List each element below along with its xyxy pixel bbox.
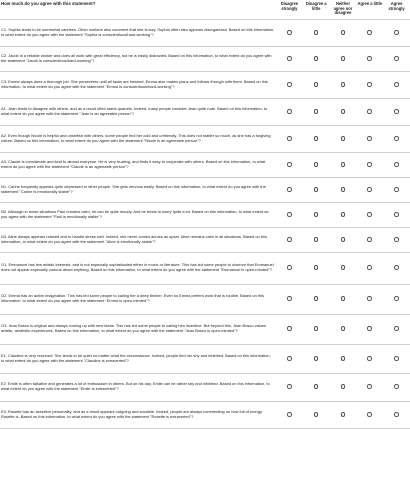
table-row (0, 344, 410, 373)
option-cell-disagree-a-little (303, 177, 330, 202)
option-cell-agree-strongly (383, 284, 410, 314)
radio-agree-a-little[interactable] (367, 356, 372, 361)
option-cell-disagree-strongly (276, 284, 303, 314)
option-cell-agree-a-little (356, 19, 383, 46)
radio-disagree-strongly[interactable] (287, 136, 292, 141)
option-cell-agree-a-little (356, 202, 383, 227)
radio-agree-strongly[interactable] (394, 187, 399, 192)
radio-agree-a-little[interactable] (367, 82, 372, 87)
option-cell-disagree-a-little (303, 252, 330, 284)
option-cell-disagree-a-little (303, 401, 330, 428)
option-cell-neither (330, 227, 357, 252)
radio-agree-strongly[interactable] (394, 56, 399, 61)
statement-text: E3. Rosette has an assertive personality, and as a result appears outgoing and sociable. Indeed, people are always commenting on how full of energy Rosette is. Based on this information, to what extent do you agree with the statement "Rosette is extraverted"? (1, 408, 263, 419)
radio-agree-strongly[interactable] (394, 412, 399, 417)
radio-disagree-a-little[interactable] (314, 356, 319, 361)
statement-text: O1. Emmanuel has few artistic interests, and is not especially sophisticated either in music or literature. This has led some people to observe that Emmanuel does not appear especially curious about anything. Based on this information, to what extent do you agree with the statement "Emmanuel is open-minded"? (1, 262, 274, 272)
table-row (0, 71, 410, 98)
option-cell-disagree-strongly (276, 227, 303, 252)
radio-disagree-a-little[interactable] (314, 82, 319, 87)
option-cell-neither (330, 202, 357, 227)
table-row (0, 227, 410, 252)
table-row (0, 284, 410, 314)
radio-disagree-a-little[interactable] (314, 212, 319, 217)
radio-agree-a-little[interactable] (367, 412, 372, 417)
option-cell-disagree-strongly (276, 344, 303, 373)
option-cell-disagree-a-little (303, 46, 330, 71)
col-header-disagree-strongly: Disagree strongly (280, 1, 299, 11)
table-row (0, 252, 410, 284)
table-row (0, 19, 410, 46)
radio-agree-a-little[interactable] (367, 109, 372, 114)
statement-text: N3. Aline always appears relaxed and to handle stress well. Indeed, she never comes across as upset. Aline remains calm in all situations. Based on this information, to what extent do you agree with the statement "Aline is emotionally stable"? (1, 233, 267, 244)
option-cell-disagree-strongly (276, 71, 303, 98)
radio-neither[interactable] (341, 265, 346, 270)
option-cell-agree-a-little (356, 46, 383, 71)
header-row (0, 0, 410, 19)
option-cell-disagree-strongly (276, 152, 303, 177)
col-header-disagree-a-little: Disagree a little (305, 1, 327, 11)
radio-disagree-strongly[interactable] (287, 296, 292, 301)
radio-agree-a-little[interactable] (367, 384, 372, 389)
option-cell-agree-a-little (356, 373, 383, 401)
radio-disagree-a-little[interactable] (314, 384, 319, 389)
radio-agree-a-little[interactable] (367, 187, 372, 192)
option-cell-neither (330, 314, 357, 344)
table-row (0, 98, 410, 125)
option-cell-agree-a-little (356, 401, 383, 428)
radio-disagree-strongly[interactable] (287, 30, 292, 35)
statement-text: A3. Claude is considerate and kind to almost everyone. He is very trusting, and finds it easy to cooperate with others. Based on this information, to what extent do you agree with the statement "Claude is an agreeable person"? (1, 158, 266, 169)
radio-disagree-strongly[interactable] (287, 237, 292, 242)
radio-agree-a-little[interactable] (367, 56, 372, 61)
option-cell-agree-strongly (383, 19, 410, 46)
table-row (0, 125, 410, 152)
option-cell-agree-a-little (356, 98, 383, 125)
statement-text: A1. Jean tends to disagree with others, and as a result often starts quarrels. Indeed, many people consider Jean quite rude. Based on this information, to what extent do you agree with the statement "Jean is an agreeable person"? (1, 105, 268, 116)
radio-neither[interactable] (341, 82, 346, 87)
radio-agree-strongly[interactable] (394, 212, 399, 217)
option-cell-agree-strongly (383, 202, 410, 227)
radio-disagree-strongly[interactable] (287, 162, 292, 167)
radio-agree-strongly[interactable] (394, 296, 399, 301)
radio-neither[interactable] (341, 326, 346, 331)
radio-disagree-a-little[interactable] (314, 56, 319, 61)
radio-disagree-strongly[interactable] (287, 326, 292, 331)
statement-text: O2. Emma has an active imagination. This has led some people to calling her a deep thinker. Even so Emma prefers work that is routine. Based on this information, to what extent do you agree with the statement "Emma is open-minded"? (1, 293, 265, 303)
radio-agree-strongly[interactable] (394, 82, 399, 87)
radio-neither[interactable] (341, 136, 346, 141)
option-cell-disagree-strongly (276, 202, 303, 227)
radio-neither[interactable] (341, 162, 346, 167)
option-cell-agree-strongly (383, 46, 410, 71)
table-row (0, 314, 410, 344)
statement-text: N2. Although in tense situations Paul remains calm, he can be quite moody. And he tends to worry quite a lot. Based on this information, to what extent do you agree with the statement "Paul is emotionally stable"? (1, 208, 269, 219)
option-cell-disagree-strongly (276, 373, 303, 401)
radio-agree-a-little[interactable] (367, 296, 372, 301)
option-cell-agree-a-little (356, 314, 383, 344)
option-cell-agree-strongly (383, 401, 410, 428)
col-header-neither: Neither agree nor disagree (333, 1, 353, 16)
radio-disagree-a-little[interactable] (314, 136, 319, 141)
radio-disagree-a-little[interactable] (314, 187, 319, 192)
radio-disagree-strongly[interactable] (287, 187, 292, 192)
option-cell-agree-strongly (383, 98, 410, 125)
option-cell-disagree-a-little (303, 98, 330, 125)
option-cell-disagree-a-little (303, 152, 330, 177)
statement-text: A2. Even though Nicole is helpful and unselfish with others, some people find her cold and unfriendly. This does not matter so much, as she has a forgiving nature. Based on this information, to what extent do you agree with the statement "Nicole is an agreeable person"? (1, 132, 271, 143)
radio-neither[interactable] (341, 296, 346, 301)
radio-disagree-strongly[interactable] (287, 384, 292, 389)
option-cell-neither (330, 71, 357, 98)
option-cell-disagree-a-little (303, 227, 330, 252)
table-row (0, 152, 410, 177)
radio-neither[interactable] (341, 384, 346, 389)
statement-text: C2. Jacob is a reliable worker and does all work with great efficiency, but he is easily distracted. Based on this information, to what extent do you agree with the statement "Jacob is conscientious/hard-working"? (1, 52, 272, 63)
radio-agree-strongly[interactable] (394, 265, 399, 270)
table-row (0, 373, 410, 401)
radio-agree-a-little[interactable] (367, 162, 372, 167)
radio-disagree-strongly[interactable] (287, 412, 292, 417)
radio-neither[interactable] (341, 237, 346, 242)
radio-disagree-strongly[interactable] (287, 356, 292, 361)
radio-agree-a-little[interactable] (367, 30, 372, 35)
option-cell-agree-a-little (356, 227, 383, 252)
radio-disagree-a-little[interactable] (314, 109, 319, 114)
option-cell-disagree-strongly (276, 401, 303, 428)
option-cell-disagree-a-little (303, 284, 330, 314)
option-cell-agree-strongly (383, 71, 410, 98)
option-cell-agree-strongly (383, 373, 410, 401)
option-cell-disagree-a-little (303, 344, 330, 373)
option-cell-neither (330, 98, 357, 125)
radio-disagree-a-little[interactable] (314, 237, 319, 242)
radio-agree-strongly[interactable] (394, 136, 399, 141)
option-cell-agree-strongly (383, 177, 410, 202)
option-cell-disagree-strongly (276, 177, 303, 202)
option-cell-disagree-strongly (276, 314, 303, 344)
option-cell-neither (330, 125, 357, 152)
radio-disagree-a-little[interactable] (314, 296, 319, 301)
radio-disagree-strongly[interactable] (287, 109, 292, 114)
option-cell-agree-a-little (356, 252, 383, 284)
statement-text: E1. Claudine is very reserved. She tends to be quiet no matter what the circumstance. Indeed, people find her shy and inhibited. Based on this information, to what extent do you agree with the statement "Claudine is extraverted"? (1, 352, 271, 363)
option-cell-agree-strongly (383, 344, 410, 373)
radio-disagree-a-little[interactable] (314, 326, 319, 331)
option-cell-disagree-a-little (303, 202, 330, 227)
option-cell-agree-strongly (383, 252, 410, 284)
option-cell-agree-a-little (356, 344, 383, 373)
option-cell-disagree-strongly (276, 125, 303, 152)
radio-agree-a-little[interactable] (367, 326, 372, 331)
radio-neither[interactable] (341, 212, 346, 217)
option-cell-agree-strongly (383, 227, 410, 252)
option-cell-disagree-a-little (303, 19, 330, 46)
question-header: How much do you agree with this statement? (1, 1, 96, 6)
radio-agree-strongly[interactable] (394, 162, 399, 167)
statement-rows (0, 19, 410, 428)
option-cell-disagree-strongly (276, 46, 303, 71)
option-cell-neither (330, 152, 357, 177)
radio-disagree-strongly[interactable] (287, 265, 292, 270)
radio-neither[interactable] (341, 412, 346, 417)
table-row (0, 177, 410, 202)
radio-disagree-a-little[interactable] (314, 412, 319, 417)
table-row (0, 46, 410, 71)
radio-disagree-a-little[interactable] (314, 30, 319, 35)
radio-agree-strongly[interactable] (394, 109, 399, 114)
option-cell-neither (330, 46, 357, 71)
radio-agree-a-little[interactable] (367, 237, 372, 242)
radio-agree-a-little[interactable] (367, 136, 372, 141)
radio-agree-strongly[interactable] (394, 326, 399, 331)
option-cell-agree-a-little (356, 71, 383, 98)
option-cell-agree-a-little (356, 177, 383, 202)
radio-disagree-a-little[interactable] (314, 265, 319, 270)
option-cell-agree-strongly (383, 314, 410, 344)
table-row (0, 401, 410, 428)
option-cell-agree-a-little (356, 125, 383, 152)
radio-disagree-strongly[interactable] (287, 56, 292, 61)
option-cell-neither (330, 344, 357, 373)
table-row (0, 202, 410, 227)
option-cell-agree-a-little (356, 152, 383, 177)
option-cell-disagree-a-little (303, 373, 330, 401)
radio-neither[interactable] (341, 109, 346, 114)
option-cell-disagree-strongly (276, 19, 303, 46)
option-cell-neither (330, 19, 357, 46)
radio-disagree-strongly[interactable] (287, 212, 292, 217)
col-header-agree-strongly: Agree strongly (388, 1, 405, 11)
radio-agree-strongly[interactable] (394, 384, 399, 389)
radio-agree-a-little[interactable] (367, 212, 372, 217)
option-cell-disagree-a-little (303, 125, 330, 152)
radio-disagree-a-little[interactable] (314, 162, 319, 167)
option-cell-disagree-a-little (303, 71, 330, 98)
radio-agree-strongly[interactable] (394, 30, 399, 35)
radio-agree-strongly[interactable] (394, 356, 399, 361)
col-header-agree-a-little: Agree a little (357, 1, 383, 6)
option-cell-disagree-strongly (276, 252, 303, 284)
statement-text: O3. Jean Bosco is original and always coming up with new ideas. This has led some people to calling him inventive. But beyond this, Jean Bosco values artistic, aesthetic experiences. Based on this information, to what extent do you agree with the statement "Jean Bosco is open-minded"? (1, 323, 266, 333)
option-cell-neither (330, 373, 357, 401)
statement-text: N1. Carine frequently appears quite depressed to other people. She gets nervous easily. Based on this information, to what extent do you agree with the statement "Carine is emotionally stable"? (1, 183, 266, 194)
statement-text: E2. Emile is often talkative and generates a lot of enthusiasm in others. But on his day, Emile can be rather shy and inhibited. Based on this information, to what extent do you agree with the statement "Emile is extraverted"? (1, 381, 270, 391)
radio-disagree-strongly[interactable] (287, 82, 292, 87)
statement-text: C1. Sophia tends to be somewhat careless. Other workers also comment that she is lazy. Sophia often also appears disorganized. Based on this information, to what extent do you agree with the statement "Sophia is conscientious/hard-working"? (1, 26, 275, 37)
option-cell-neither (330, 252, 357, 284)
radio-neither[interactable] (341, 356, 346, 361)
option-cell-neither (330, 284, 357, 314)
statement-text: C3. Emma always does a thorough job. She perseveres until all tasks are finished. Emma also makes plans and follows through with them. Based on this information, to what extent do you agree with the statement "Emma is conscientious/hard-working"? (1, 78, 268, 89)
option-cell-disagree-strongly (276, 98, 303, 125)
radio-agree-strongly[interactable] (394, 237, 399, 242)
option-cell-agree-a-little (356, 284, 383, 314)
option-cell-agree-strongly (383, 152, 410, 177)
radio-neither[interactable] (341, 56, 346, 61)
option-cell-neither (330, 177, 357, 202)
radio-agree-a-little[interactable] (367, 265, 372, 270)
option-cell-agree-strongly (383, 125, 410, 152)
radio-neither[interactable] (341, 187, 346, 192)
option-cell-disagree-a-little (303, 314, 330, 344)
radio-neither[interactable] (341, 30, 346, 35)
option-cell-neither (330, 401, 357, 428)
